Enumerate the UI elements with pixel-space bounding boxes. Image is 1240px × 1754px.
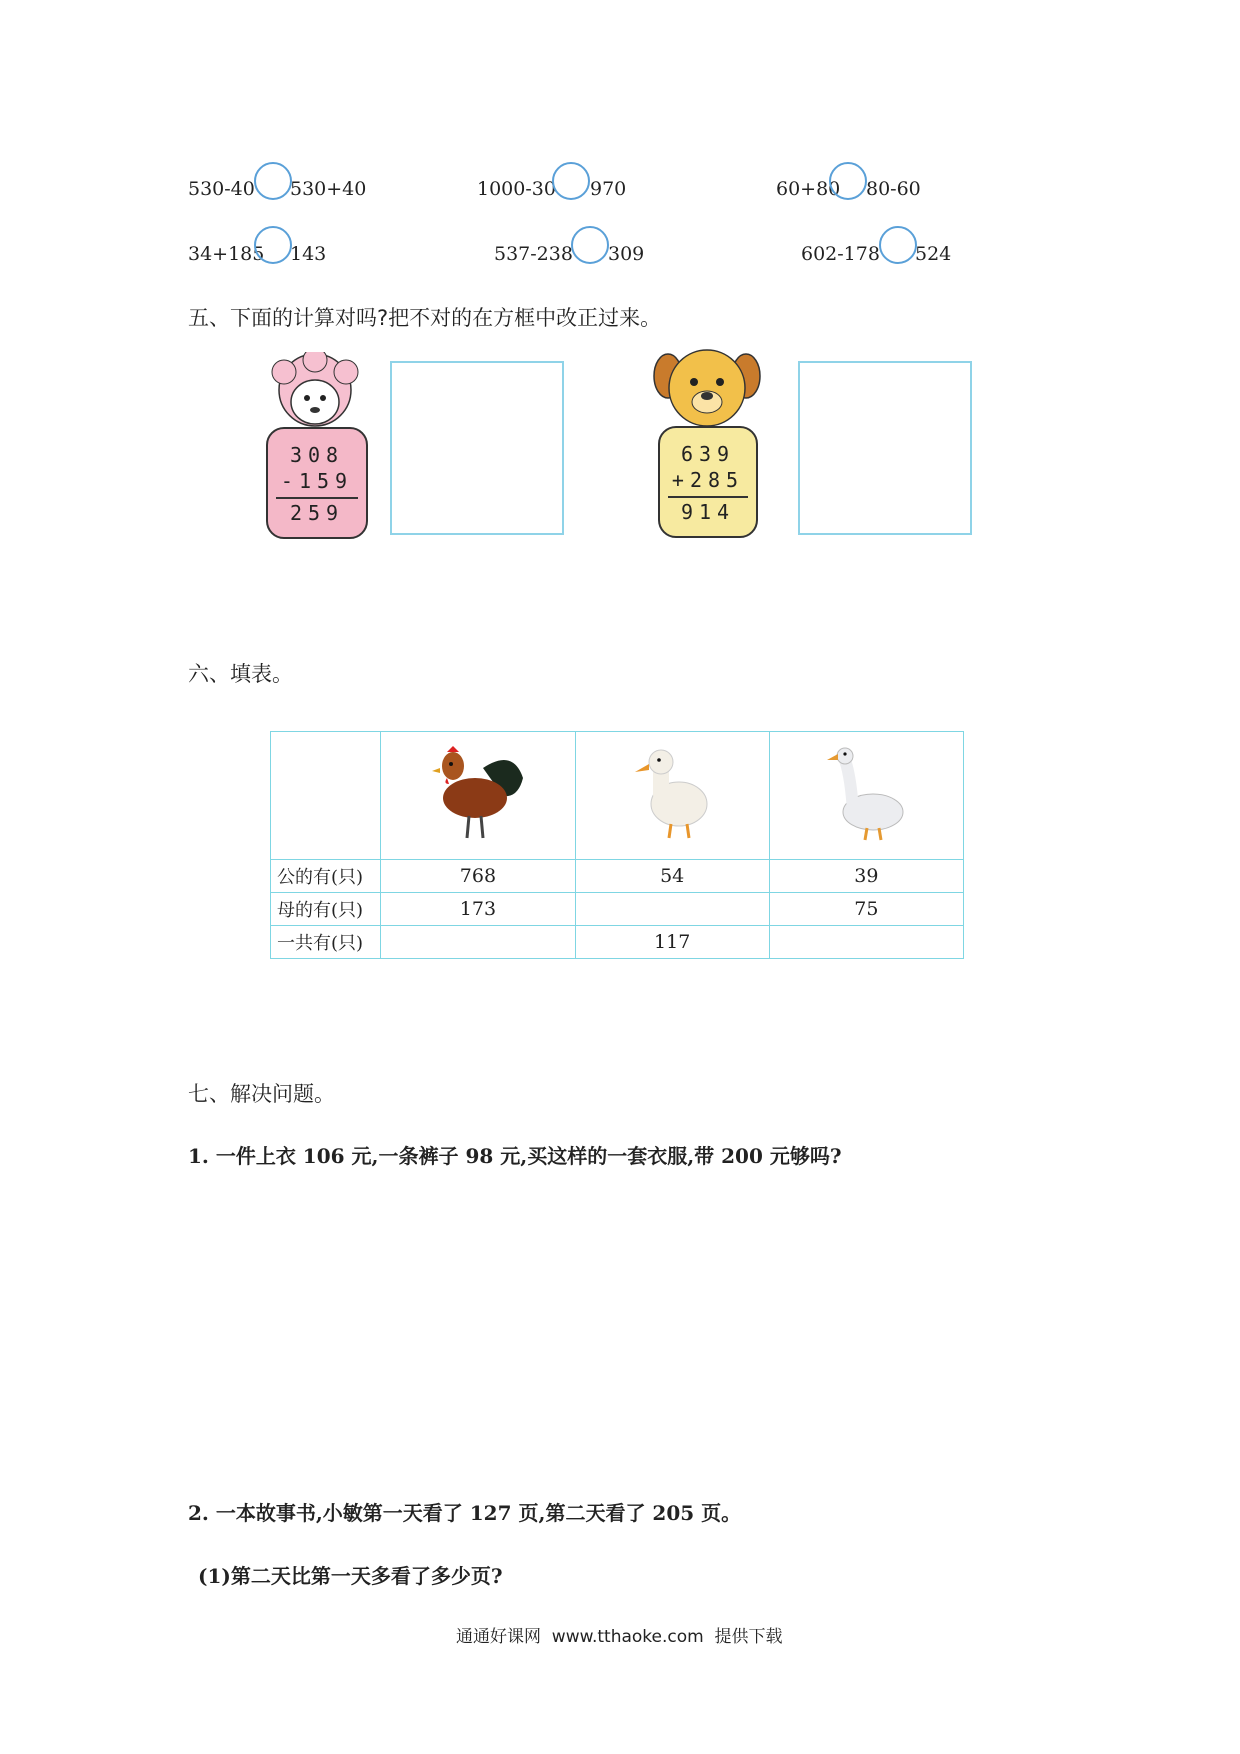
comparison-right: 309	[608, 243, 645, 265]
comparison-left: 530-40	[188, 178, 255, 200]
sheep-calc-card	[266, 427, 368, 539]
compare-circle[interactable]	[254, 162, 292, 200]
calc-row-1: 308	[289, 443, 345, 467]
correction-box-1[interactable]	[390, 361, 564, 535]
duck-cell	[575, 732, 769, 860]
goose-icon	[811, 738, 921, 848]
table-row	[271, 893, 964, 926]
table-cell[interactable]: 39	[769, 860, 963, 893]
dog-card-figure	[652, 346, 762, 537]
row-label: 母的有(只)	[271, 893, 381, 926]
table-cell[interactable]	[769, 926, 963, 959]
comparison-4	[188, 243, 264, 265]
duck-icon	[617, 738, 727, 848]
table-row	[271, 926, 964, 959]
goose-cell	[769, 732, 963, 860]
calc-line	[276, 497, 358, 499]
calc-row-3: 259	[289, 501, 345, 525]
comparison-right: 970	[590, 178, 627, 200]
calc-row-1: 639	[680, 442, 736, 466]
compare-circle[interactable]	[254, 226, 292, 264]
calc-row-3: 914	[680, 500, 736, 524]
comparison-left: 1000-30	[477, 178, 556, 200]
question-2: 2. 一本故事书,小敏第一天看了 127 页,第二天看了 205 页。	[188, 1501, 742, 1525]
rooster-cell	[381, 732, 575, 860]
table-cell[interactable]: 768	[381, 860, 575, 893]
question-2-part-1: (1)第二天比第一天多看了多少页?	[198, 1564, 503, 1588]
rooster-icon	[423, 738, 533, 848]
dog-calc-card	[658, 426, 758, 538]
compare-circle[interactable]	[552, 162, 590, 200]
comparison-1	[188, 178, 255, 200]
comparison-right: 524	[915, 243, 952, 265]
section-5-title: 五、下面的计算对吗?把不对的在方框中改正过来。	[188, 306, 662, 330]
table-cell[interactable]: 117	[575, 926, 769, 959]
comparison-left: 34+185	[188, 243, 265, 265]
compare-circle[interactable]	[879, 226, 917, 264]
table-cell[interactable]: 173	[381, 893, 575, 926]
comparison-5	[494, 243, 573, 265]
table-cell[interactable]	[381, 926, 575, 959]
table-header-row	[271, 732, 964, 860]
row-label: 一共有(只)	[271, 926, 381, 959]
table-row	[271, 860, 964, 893]
comparison-left: 537-238	[494, 243, 573, 265]
dog-icon	[652, 346, 762, 432]
comparison-6	[801, 243, 880, 265]
table-cell[interactable]	[575, 893, 769, 926]
sheep-card-figure	[262, 352, 368, 537]
table-cell[interactable]: 75	[769, 893, 963, 926]
table-cell[interactable]: 54	[575, 860, 769, 893]
sheep-icon	[262, 352, 368, 432]
comparison-left: 602-178	[801, 243, 880, 265]
question-1: 1. 一件上衣 106 元,一条裤子 98 元,买这样的一套衣服,带 200 元够吗?	[188, 1144, 842, 1168]
compare-circle[interactable]	[571, 226, 609, 264]
page-footer: 通通好课网 www.tthaoke.com 提供下载	[456, 1627, 783, 1647]
calc-row-2: +285	[671, 468, 745, 492]
comparison-right: 143	[290, 243, 327, 265]
fill-table	[270, 731, 964, 959]
table-corner-cell	[271, 732, 381, 860]
comparison-left: 60+80	[776, 178, 841, 200]
comparison-right: 80-60	[866, 178, 921, 200]
section-7-title: 七、解决问题。	[188, 1082, 335, 1106]
calc-row-2: -159	[280, 469, 354, 493]
row-label: 公的有(只)	[271, 860, 381, 893]
compare-circle[interactable]	[829, 162, 867, 200]
section-6-title: 六、填表。	[188, 662, 293, 686]
correction-box-2[interactable]	[798, 361, 972, 535]
comparison-2	[477, 178, 556, 200]
comparison-right: 530+40	[290, 178, 367, 200]
calc-line	[668, 496, 748, 498]
